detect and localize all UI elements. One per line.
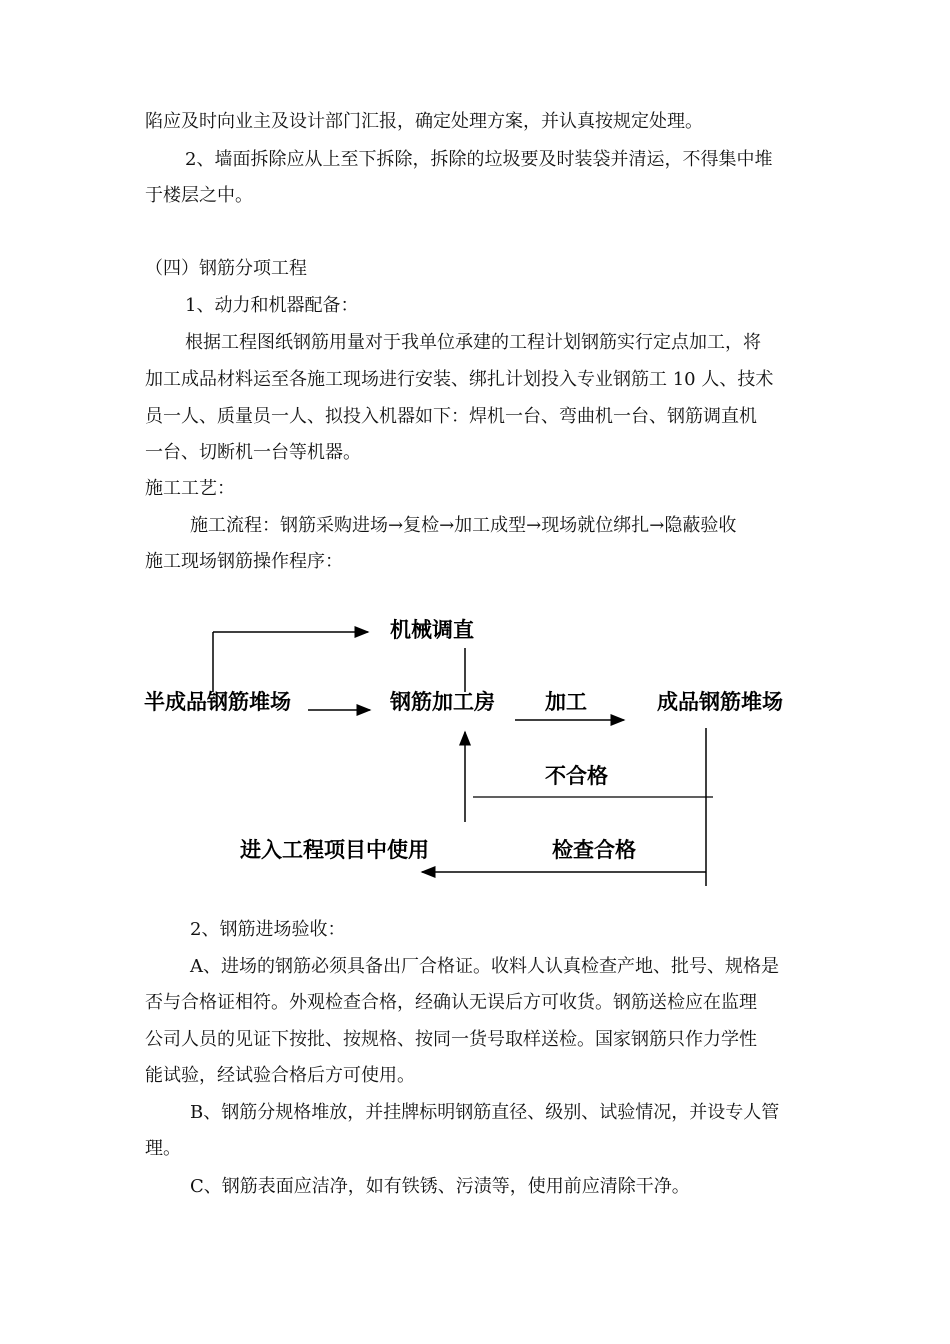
label-unqualified: 不合格 [545,764,608,788]
rebar-process-diagram [0,600,950,900]
paragraph-line: 一台、切断机一台等机器。 [145,442,361,463]
label-qualified: 检查合格 [552,838,636,862]
paragraph-line: A、进场的钢筋必须具备出厂合格证。收料人认真检查产地、批号、规格是 [190,956,779,977]
paragraph-line: 公司人员的见证下按批、按规格、按同一货号取样送检。国家钢筋只作力学性 [145,1029,757,1050]
label-process: 加工 [545,690,587,714]
paragraph-line: C、钢筋表面应洁净，如有铁锈、污渍等，使用前应清除干净。 [190,1176,690,1197]
paragraph-line: 能试验，经试验合格后方可使用。 [145,1065,415,1086]
node-straighten: 机械调直 [390,618,474,642]
paragraph-line: 员一人、质量员一人、拟投入机器如下：焊机一台、弯曲机一台、钢筋调直机 [145,406,757,427]
paragraph-line: 否与合格证相符。外观检查合格，经确认无误后方可收货。钢筋送检应在监理 [145,992,757,1013]
node-workshop: 钢筋加工房 [390,690,495,714]
paragraph-line: 施工流程：钢筋采购进场→复检→加工成型→现场就位绑扎→隐蔽验收 [190,515,737,536]
paragraph-line: 加工成品材料运至各施工现场进行安装、绑扎计划投入专业钢筋工 10 人、技术 [145,369,774,390]
paragraph-line: 施工现场钢筋操作程序： [145,551,343,572]
subheading: 2、钢筋进场验收： [190,919,346,940]
paragraph-line: 理。 [145,1138,181,1159]
subheading: 1、动力和机器配备： [185,295,359,316]
diagram-connectors [0,600,950,900]
paragraph-line: 陷应及时向业主及设计部门汇报，确定处理方案，并认真按规定处理。 [145,111,703,132]
paragraph-line: 2、墙面拆除应从上至下拆除，拆除的垃圾要及时装袋并清运，不得集中堆 [185,149,773,170]
section-heading: （四）钢筋分项工程 [145,258,307,279]
subheading: 施工工艺： [145,478,235,499]
paragraph-line: B、钢筋分规格堆放，并挂牌标明钢筋直径、级别、试验情况，并设专人管 [190,1102,780,1123]
node-use-in-project: 进入工程项目中使用 [240,838,429,862]
paragraph-line: 于楼层之中。 [145,185,253,206]
node-finished-yard: 成品钢筋堆场 [657,690,783,714]
node-semi-finished-yard: 半成品钢筋堆场 [144,690,291,714]
paragraph-line: 根据工程图纸钢筋用量对于我单位承建的工程计划钢筋实行定点加工，将 [185,332,761,353]
